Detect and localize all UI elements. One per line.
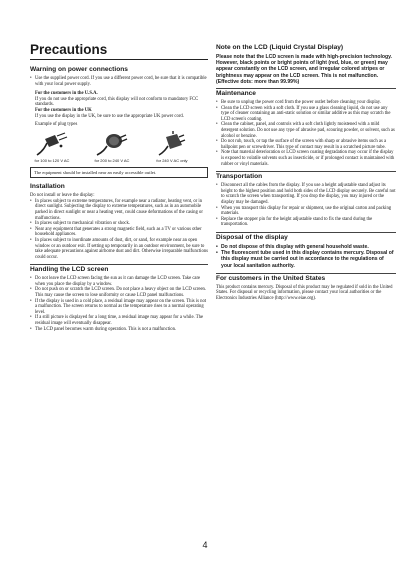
installation-list	[30, 199, 208, 261]
handling-heading: Handling the LCD screen	[30, 264, 208, 274]
warning-heading: Warning on power connections	[30, 66, 128, 73]
list-item: • Clean the cabinet, panel, and controls with a soft cloth lightly moistened with a mild detergent solution. Do not use any type of abrasive pad, scouring powder, or solvent, such as alcohol or benzine.	[216, 122, 396, 139]
list-item: • Do not leave the LCD screen facing the sun as it can damage the LCD screen. Take care when you place the display by a window.	[30, 276, 208, 287]
plug-us	[30, 131, 74, 163]
list-item: • Clean the LCD screen with a soft cloth. If you use a glass cleaning liquid, do not use any type of cleaner containing an anti-static solution or similar additive as this may scratch the LCD screen's coating.	[216, 106, 396, 123]
page-number: 4	[202, 540, 208, 550]
us-customers-heading: For customers in the United States	[216, 273, 396, 283]
list-item: • Do not rub, touch, or tap the surface of the screen with sharp or abrasive items such as a ballpoint pen or screwdriver. This type of contact may result in a scratched picture tube.	[216, 139, 396, 150]
usa-block	[30, 91, 208, 119]
installation-intro: Do not install or leave the display:	[30, 193, 95, 199]
disposal-heading: Disposal of the display	[216, 232, 396, 242]
plug-uk	[150, 131, 194, 163]
page-title: Precautions	[30, 42, 208, 60]
list-item: • Replace the stopper pin for the height adjustable stand to fix the stand during the transportation.	[216, 217, 396, 228]
handling-list	[30, 276, 208, 332]
list-item: • Do not push on or scratch the LCD screen. Do not place a heavy object on the LCD screen. This may cause the screen to lose uniformity or cause LCD panel malfunctions.	[30, 287, 208, 298]
disposal-section	[216, 232, 396, 269]
maintenance-list	[216, 100, 396, 167]
uk-heading: For the customers in the UK	[35, 107, 92, 113]
lcd-note-section	[216, 44, 396, 88]
plug-label: for 240 V AC only	[156, 157, 188, 163]
plug-types	[30, 131, 208, 163]
transportation-heading: Transportation	[216, 171, 396, 181]
plug-eu	[90, 131, 134, 163]
us-customers-text: This product contains mercury. Disposal of this product may be regulated if sold in the United States. For disposal or recycling information, please contact your local authorities or the Electronics Industries Alliance (http://www.eiae.org).	[216, 284, 393, 301]
right-column	[216, 44, 396, 301]
warning-section	[30, 66, 208, 178]
list-item: • In places subject to inordinate amounts of dust, dirt, or sand, for example near an open window or an outdoor exit. If setting up temporarily in an outdoor environment, be sure to take adequate precautions against airborne dust and dirt. Otherwise irreparable malfunctions could occur.	[30, 238, 208, 260]
list-item: • When you transport this display for repair or shipment, use the original carton and packing materials.	[216, 206, 396, 217]
list-item: • Do not dispose of this display with general household waste.	[216, 244, 396, 250]
plug-label: for 200 to 240 V AC	[94, 157, 130, 163]
usa-text: If you do not use the appropriate cord, this display will not conform to mandatory FCC standards.	[35, 96, 199, 108]
plug-example-label: Example of plug types	[35, 122, 78, 128]
warning-list	[30, 76, 208, 87]
left-column	[30, 66, 208, 336]
lcd-effective-dots: (Effective dots: more than 99.99%)	[216, 78, 300, 85]
usa-heading: For the customers in the U.S.A.	[35, 91, 98, 97]
list-item: • If the display is used in a cold place, a residual image may appear on the screen. This is not a malfunction. The screen returns to normal as the temperature rises to a normal operating level.	[30, 299, 208, 316]
list-item: • Note that material deterioration or LCD screen coating degradation may occur if the display is exposed to volatile solvents such as insecticide, or if prolonged contact is maintained with rubber or vinyl materials.	[216, 150, 396, 167]
list-item: • The LCD panel becomes warm during operation. This is not a malfunction.	[30, 327, 208, 333]
lcd-note-text: Please note that the LCD screen is made with high-precision technology. However, black points or bright points of light (red, blue, or green) may appear constantly on the LCD screen, and irregular colored stripes or brightness may appear on the LCD screen. This is not malfunction.	[216, 54, 392, 79]
list-item: • Disconnect all the cables from the display. If you use a height adjustable stand adjust its height to the highest position and hold both sides of the LCD display securely. Be careful not to scratch the screen when transporting. If you drop the display, you may injured or the display may be damaged.	[216, 183, 396, 205]
list-item: • Near any equipment that generates a strong magnetic field, such as a TV or various other household appliances.	[30, 227, 208, 238]
transportation-list	[216, 183, 396, 228]
lcd-note-heading: Note on the LCD (Liquid Crystal Display)	[216, 44, 344, 51]
list-item: • In places subject to mechanical vibration or shock.	[30, 221, 208, 227]
installation-section	[30, 183, 208, 260]
maintenance-heading: Maintenance	[216, 88, 396, 98]
us-customers-section	[216, 273, 396, 302]
installation-note-box: The equipment should be installed near an easily accessible outlet.	[30, 167, 208, 178]
list-item: • The fluorescent tube used in this display contains mercury. Disposal of this display must be carried out in accordance to the regulations of your local sanitation authority.	[216, 250, 396, 269]
handling-section	[30, 264, 208, 332]
transportation-section	[216, 171, 396, 228]
plug-label: for 100 to 120 V AC	[34, 157, 70, 163]
plug-eu-icon	[95, 131, 129, 157]
maintenance-section	[216, 88, 396, 167]
list-item: • If a still picture is displayed for a long time, a residual image may appear for a while. The residual image will eventually disappear.	[30, 315, 208, 326]
plug-uk-icon	[157, 131, 187, 157]
uk-text: If you use the display in the UK, be sure to use the appropriate UK power cord.	[35, 113, 184, 119]
disposal-list	[216, 244, 396, 269]
installation-heading: Installation	[30, 183, 65, 191]
list-item: • Use the supplied power cord. If you use a different power cord, be sure that it is compatible with your local power supply.	[30, 76, 208, 87]
list-item: • In places subject to extreme temperatures, for example near a radiator, heating vent, or in direct sunlight. Subjecting the display to extreme temperatures, such as in an automobile parked in direct sunlight or near a heating vent, could cause deformations of the casing or malfunctions.	[30, 199, 208, 221]
list-item: • Be sure to unplug the power cord from the power outlet before cleaning your display.	[216, 100, 396, 106]
plug-us-icon	[35, 131, 69, 157]
